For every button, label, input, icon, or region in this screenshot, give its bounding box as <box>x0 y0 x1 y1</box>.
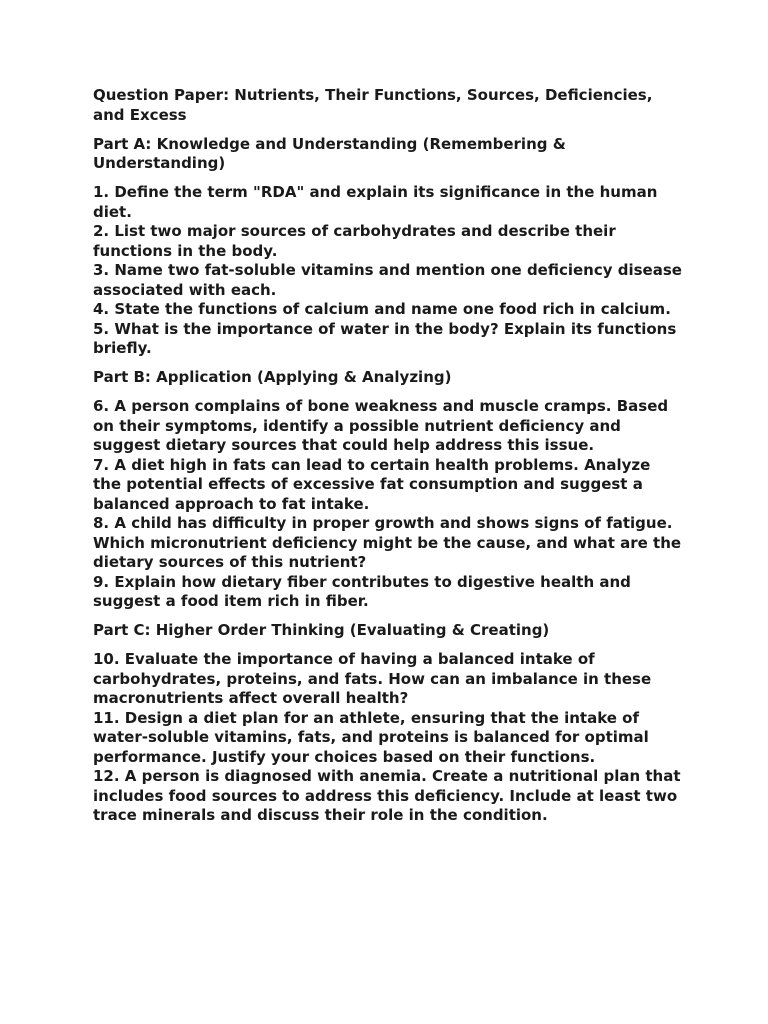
part-c-questions <box>93 650 683 826</box>
question-1: 1. Define the term "RDA" and explain its significance in the human diet. <box>93 183 658 221</box>
question-5: 5. What is the importance of water in the body? Explain its functions briefly. <box>93 319 677 357</box>
document-title: Question Paper: Nutrients, Their Functions, Sources, Deficiencies, and Excess <box>93 86 653 124</box>
part-a-heading: Part A: Knowledge and Understanding (Remembering & Understanding) <box>93 134 566 172</box>
question-2: 2. List two major sources of carbohydrates and describe their functions in the body. <box>93 222 616 260</box>
question-12: 12. A person is diagnosed with anemia. Create a nutritional plan that includes food sources to address this deficiency. Include at least two trace minerals and discuss their role in the condition. <box>93 767 681 824</box>
question-3: 3. Name two fat-soluble vitamins and mention one deficiency disease associated with each. <box>93 261 682 299</box>
part-c-heading: Part C: Higher Order Thinking (Evaluating & Creating) <box>93 621 550 639</box>
question-6: 6. A person complains of bone weakness and muscle cramps. Based on their symptoms, identify a possible nutrient deficiency and suggest dietary sources that could help address this issue. <box>93 397 669 454</box>
document-page <box>93 86 683 835</box>
question-4: 4. State the functions of calcium and name one food rich in calcium. <box>93 300 671 318</box>
question-9: 9. Explain how dietary fiber contributes to digestive health and suggest a food item rich in fiber. <box>93 572 631 610</box>
question-10: 10. Evaluate the importance of having a balanced intake of carbohydrates, proteins, and fats. How can an imbalance in these macronutrients affect overall health? <box>93 650 652 707</box>
part-b-questions <box>93 397 683 612</box>
question-11: 11. Design a diet plan for an athlete, ensuring that the intake of water-soluble vitamins, fats, and proteins is balanced for optimal performance. Justify your choices based on their functions. <box>93 708 649 766</box>
question-8: 8. A child has difficulty in proper growth and shows signs of fatigue. Which micronutrient deficiency might be the cause, and what are the dietary sources of this nutrient? <box>93 514 682 571</box>
question-7: 7. A diet high in fats can lead to certain health problems. Analyze the potential effects of excessive fat consumption and suggest a balanced approach to fat intake. <box>93 455 651 513</box>
part-a-questions <box>93 183 683 359</box>
part-b-heading: Part B: Application (Applying & Analyzing) <box>93 368 452 386</box>
